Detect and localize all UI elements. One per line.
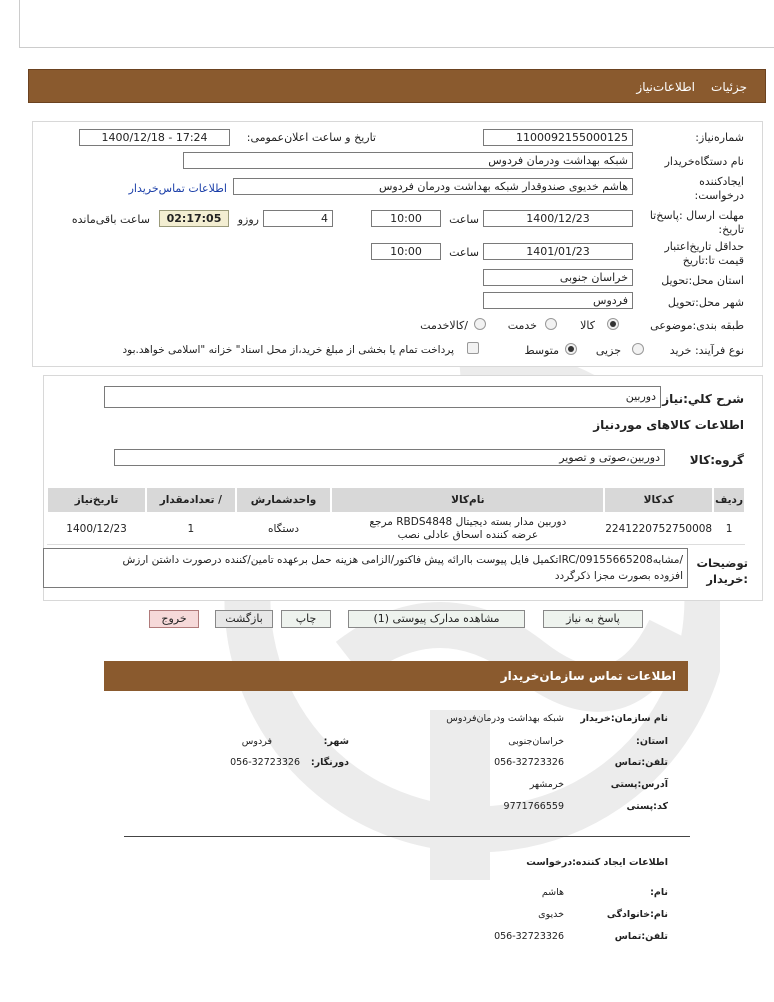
process-medium-label: متوسط (524, 344, 559, 357)
summary-field: دوربین (104, 386, 661, 408)
validity-label-2: قیمت تا:تاریخ (682, 254, 744, 267)
cell-date: 1400/12/23 (47, 513, 146, 545)
frame-top-line (20, 47, 774, 48)
contact-fax-value: 056-32723326 (230, 757, 300, 768)
deadline-time-label: ساعت (449, 213, 479, 226)
category-service-radio[interactable] (545, 318, 557, 330)
days-label: روزو (237, 213, 259, 226)
contact-city-label: شهر: (323, 736, 349, 747)
frame-left-line (19, 0, 20, 48)
tab-need-info[interactable]: اطلاعات‌نیاز (636, 80, 695, 94)
creator-family-label: نام:خانوادگی (606, 909, 668, 920)
cell-row: 1 (713, 513, 745, 545)
remaining-time-label: ساعت باقی‌مانده (71, 213, 150, 226)
buyer-org-label: نام دستگاه‌خریدار (664, 155, 744, 168)
contact-org-label: نام سازمان:خریدار (580, 713, 668, 724)
deadline-time-field: 10:00 (371, 210, 441, 227)
creator-family-value: خدیوی (538, 909, 564, 920)
category-label: طبقه بندی:موضوعی (650, 319, 744, 332)
contact-phone-label: تلفن:تماس (614, 757, 668, 768)
creator-info-title: اطلاعات ایجاد کننده:درخواست (526, 857, 668, 868)
back-button[interactable]: بازگشت (215, 610, 273, 628)
creator-name-label: نام: (650, 887, 668, 898)
creator-name-value: هاشم (541, 887, 564, 898)
category-goods-radio[interactable] (607, 318, 619, 330)
details-header-bar (28, 69, 766, 103)
category-service-label: خدمت (507, 319, 537, 332)
category-goods-label: کالا (580, 319, 595, 332)
contact-fax-label: دورنگار: (310, 757, 349, 768)
contact-province-value: خراسان‌جنوبی (508, 736, 564, 747)
buyer-notes-line-2: افزوده بصورت مجزا ذکرگردد (554, 570, 683, 582)
col-code: کدکالا (604, 487, 713, 513)
group-field: دوربین،صوتی و تصویر (114, 449, 665, 466)
contact-org-value: شبکه بهداشت ودرمان‌فردوس (446, 713, 564, 724)
process-small-label: جزیی (595, 344, 621, 357)
exit-button[interactable]: خروج (149, 610, 199, 628)
contact-phone-value: 056-32723326 (494, 757, 564, 768)
group-label: گروه:کالا (689, 453, 744, 467)
category-goods-service-label: /کالاخدمت (420, 319, 468, 332)
cell-name-line-2: عرضه کننده اسحاق عادلی نصب (397, 529, 539, 541)
section-divider (124, 836, 690, 837)
province-field: خراسان جنوبی (483, 269, 633, 286)
deadline-date-field: 1400/12/23 (483, 210, 633, 227)
contact-postal-value: 9771766559 (503, 801, 564, 812)
creator-field: هاشم خدیوی صندوقدار شبکه بهداشت ودرمان فردوس (233, 178, 633, 195)
validity-date-field: 1401/01/23 (483, 243, 633, 260)
cell-name (331, 513, 604, 545)
province-label: استان محل:تحویل (661, 274, 744, 287)
validity-time-label: ساعت (449, 246, 479, 259)
process-type-label: نوع فرآیند: خرید (669, 344, 744, 357)
print-button[interactable]: چاپ (281, 610, 331, 628)
city-field: فردوس (483, 292, 633, 309)
tab-details[interactable]: جزئیات (711, 80, 747, 94)
category-goods-service-radio[interactable] (474, 318, 486, 330)
goods-table (46, 486, 746, 545)
cell-qty: 1 (146, 513, 236, 545)
process-medium-radio[interactable] (565, 343, 577, 355)
summary-label: شرح کلي:نیاز (662, 392, 744, 406)
creator-label-2: درخواست: (694, 189, 744, 202)
announce-date-field: 1400/12/18 - 17:24 (79, 129, 230, 146)
col-qty: / تعدادمقدار (146, 487, 236, 513)
col-unit: واحدشمارش (236, 487, 332, 513)
cell-name-line-1: دوربین مدار بسته دیجیتال RBDS4848 مرجع (369, 516, 567, 528)
creator-phone-value: 056-32723326 (494, 931, 564, 942)
creator-phone-label: تلفن:تماس (614, 931, 668, 942)
remaining-time-field: 02:17:05 (159, 210, 229, 227)
goods-table-header (47, 487, 745, 513)
buyer-notes-line-1: /مشابه09155665208/IRCتکمیل فایل پیوست باارائه پیش فاکتور/الزامی هزینه حمل برعهده تامین/کننده درصورت داشتن ارزش (122, 554, 683, 566)
buyer-contact-link[interactable]: اطلاعات تماس‌خریدار (128, 182, 227, 195)
days-remaining-field: 4 (263, 210, 333, 227)
need-number-label: شماره‌نیاز: (695, 131, 744, 144)
need-number-field: 1100092155000125 (483, 129, 633, 146)
col-name: نام‌کالا (331, 487, 604, 513)
contact-city-value: فردوس (241, 736, 272, 747)
validity-time-field: 10:00 (371, 243, 441, 260)
treasury-payment-checkbox[interactable] (467, 342, 479, 354)
buyer-contact-header (104, 661, 688, 691)
city-label: شهر محل:تحویل (667, 296, 744, 309)
deadline-label-2: تاریخ: (718, 223, 744, 236)
reply-button[interactable]: پاسخ به نیاز (543, 610, 643, 628)
contact-province-label: استان: (636, 736, 668, 747)
process-small-radio[interactable] (632, 343, 644, 355)
buyer-notes-field (43, 548, 688, 588)
treasury-payment-note: پرداخت تمام یا بخشی از مبلغ خرید،از محل اسناد" خزانه "اسلامی خواهد.بود (122, 344, 454, 356)
contact-address-value: خرمشهر (529, 779, 564, 790)
col-row: ردیف (713, 487, 745, 513)
goods-info-title: اطلاعات کالاهای موردنیاز (593, 418, 744, 432)
contact-address-label: آدرس:پستی (610, 779, 668, 790)
contact-postal-label: کد:پستی (626, 801, 668, 812)
validity-label: حداقل تاریخ‌اعتبار (664, 240, 744, 253)
table-row (47, 513, 745, 545)
view-attachments-button[interactable]: مشاهده مدارک پیوستی (1) (348, 610, 525, 628)
buyer-org-field: شبکه بهداشت ودرمان فردوس (183, 152, 633, 169)
creator-label: ایجادکننده (699, 175, 744, 188)
buyer-contact-title: اطلاعات تماس سازمان‌خریدار (500, 669, 676, 683)
cell-unit: دستگاه (236, 513, 332, 545)
col-date: تاریخ‌نیاز (47, 487, 146, 513)
announce-date-label: تاریخ و ساعت اعلان‌عمومی: (246, 131, 376, 144)
buyer-notes-label-2: :خریدار (706, 572, 748, 586)
deadline-label: مهلت ارسال :پاسخ‌تا (649, 209, 744, 222)
cell-code: 2241220752750008 (604, 513, 713, 545)
buyer-notes-label: توضیحات (696, 556, 748, 570)
